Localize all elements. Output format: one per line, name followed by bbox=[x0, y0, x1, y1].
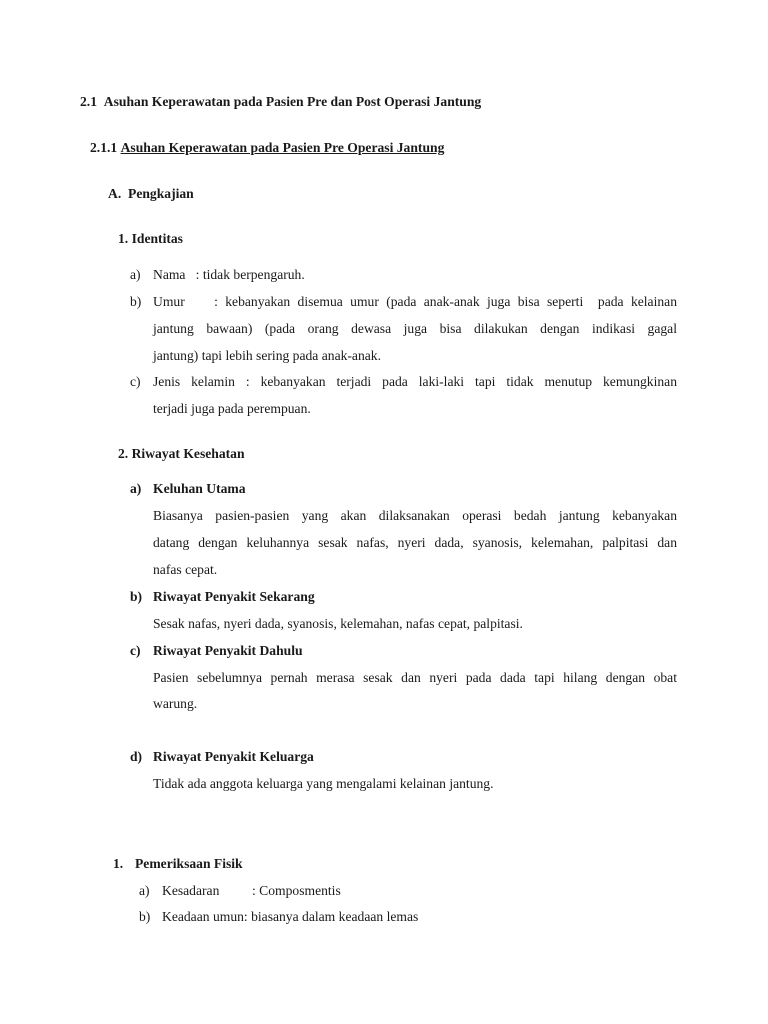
heading-title: Asuhan Keperawatan pada Pasien Pre dan Post Operasi Jantung bbox=[103, 94, 482, 109]
identitas-umur-line: jantung) tapi lebih sering pada anak-anak. bbox=[153, 348, 381, 363]
list-marker: a) bbox=[130, 267, 141, 282]
list-marker: d) bbox=[130, 749, 143, 764]
penyakit-dahulu-line: warung. bbox=[153, 696, 198, 711]
identitas-nama: Nama : tidak berpengaruh. bbox=[153, 267, 305, 282]
keluhan-utama-line: Biasanya pasien-pasien yang akan dilaksanakan operasi bedah jantung kebanyakan bbox=[153, 508, 677, 523]
list-marker: a) bbox=[130, 481, 142, 496]
list-marker: b) bbox=[130, 294, 142, 309]
identitas-umur-line: jantung bawaan) (pada orang dewasa juga bisa dilakukan dengan indikasi gagal bbox=[153, 321, 677, 336]
penyakit-keluarga-line: Tidak ada anggota keluarga yang mengalami kelainan jantung. bbox=[153, 776, 494, 791]
identitas-heading bbox=[118, 230, 183, 248]
pemeriksaan-heading: Pemeriksaan Fisik bbox=[135, 856, 243, 871]
section-heading-2-1-1 bbox=[90, 139, 444, 157]
keluhan-utama-title: Keluhan Utama bbox=[153, 481, 246, 496]
list-marker: 1. bbox=[118, 231, 129, 246]
list-marker: b) bbox=[130, 589, 143, 604]
heading-title: Asuhan Keperawatan pada Pasien Pre Operasi Jantung bbox=[120, 140, 445, 155]
list-marker: b) bbox=[139, 909, 151, 924]
kesadaran-value: : Composmentis bbox=[252, 883, 341, 898]
list-marker: a) bbox=[139, 883, 150, 898]
penyakit-dahulu-line: Pasien sebelumnya pernah merasa sesak dan nyeri pada dada tapi hilang dengan obat bbox=[153, 670, 677, 685]
keadaan-umum-line: Keadaan umun: biasanya dalam keadaan lemas bbox=[162, 909, 419, 924]
section-a-heading bbox=[108, 185, 194, 203]
kesadaran-label: Kesadaran bbox=[162, 883, 220, 898]
list-marker: 2. bbox=[118, 446, 129, 461]
keluhan-utama-line: datang dengan keluhannya sesak nafas, nyeri dada, syanosis, kelemahan, palpitasi dan bbox=[153, 535, 677, 550]
keluhan-utama-line: nafas cepat. bbox=[153, 562, 218, 577]
list-title: Identitas bbox=[131, 231, 183, 246]
heading-number: 2.1 bbox=[80, 94, 97, 109]
penyakit-sekarang-line: Sesak nafas, nyeri dada, syanosis, kelemahan, nafas cepat, palpitasi. bbox=[153, 616, 523, 631]
list-marker: c) bbox=[130, 374, 141, 389]
identitas-umur-line: Umur : kebanyakan disemua umur (pada anak-anak juga bisa seperti pada kelainan bbox=[153, 294, 677, 309]
section-heading-2-1 bbox=[80, 93, 481, 111]
section-title: Pengkajian bbox=[128, 186, 194, 201]
heading-number: 2.1.1 bbox=[90, 140, 118, 155]
penyakit-keluarga-title: Riwayat Penyakit Keluarga bbox=[153, 749, 314, 764]
identitas-jenis-kelamin-line: terjadi juga pada perempuan. bbox=[153, 401, 311, 416]
identitas-jenis-kelamin-line: Jenis kelamin : kebanyakan terjadi pada laki-laki tapi tidak menutup kemungkinan bbox=[153, 374, 677, 389]
penyakit-sekarang-title: Riwayat Penyakit Sekarang bbox=[153, 589, 315, 604]
list-title: Riwayat Kesehatan bbox=[131, 446, 245, 461]
list-marker: c) bbox=[130, 643, 141, 658]
list-marker: 1. bbox=[113, 856, 124, 871]
riwayat-heading bbox=[118, 445, 245, 463]
section-marker: A. bbox=[108, 186, 122, 201]
penyakit-dahulu-title: Riwayat Penyakit Dahulu bbox=[153, 643, 303, 658]
